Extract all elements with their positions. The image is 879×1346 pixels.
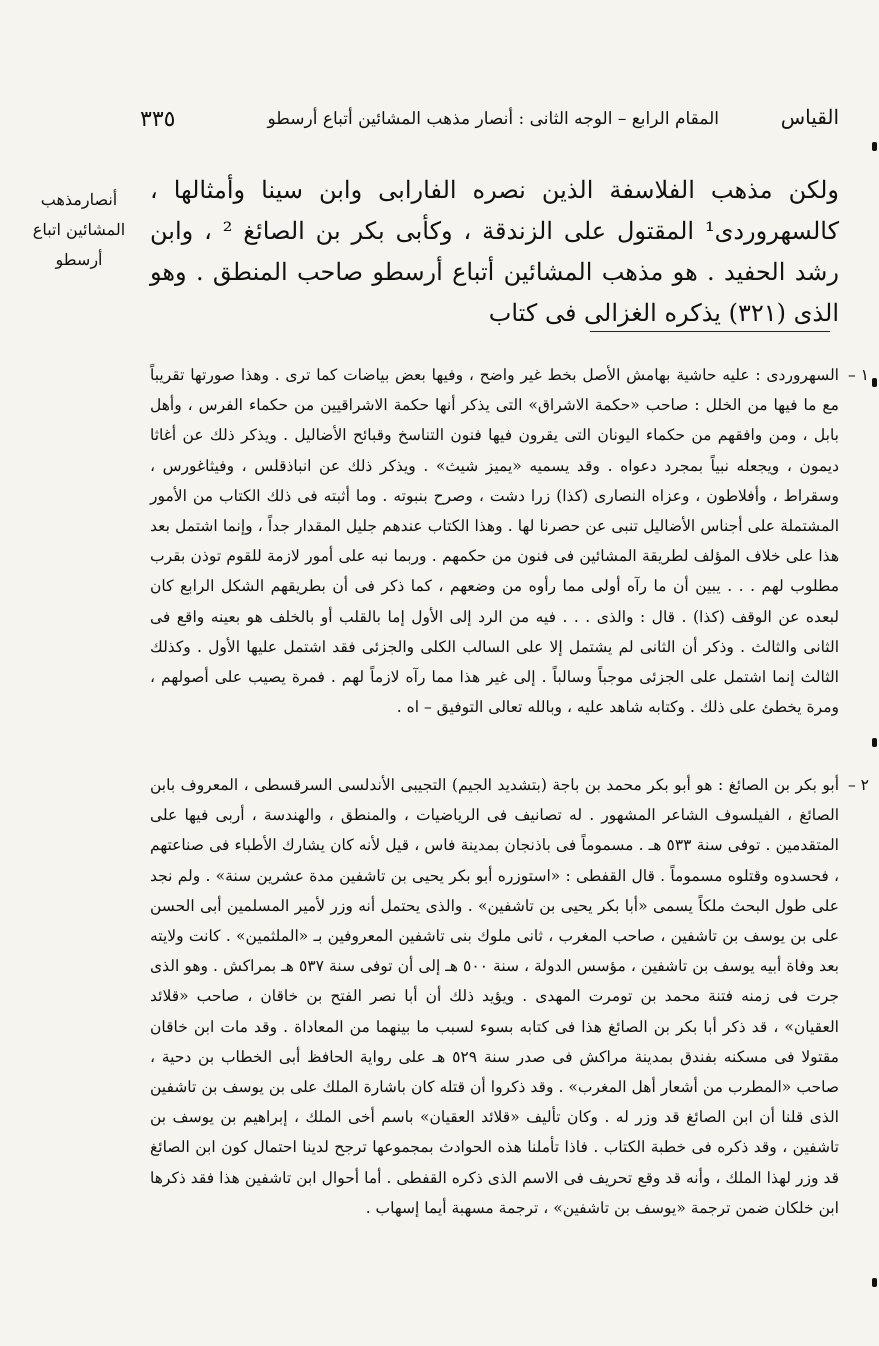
footnote-text: أبو بكر بن الصائغ : هو أبو بكر محمد بن باجة (بتشديد الجيم) التجيبى الأندلسى السرقسطى ، المعروف بابن الصائغ ، الفيلسوف الشاعر المشهور . له تصانيف فى الرياضيات ، والمنطق ، والهندسة ، أربى فيها على المتقدمين . توفى سنة ٥٣٣ هـ . مسموماً فى باذنجان بمدينة فاس ، قيل لأنه كان يشارك الأطباء فى صناعتهم ، فحسدوه وقتلوه مسموماً . قال القفطى : «استوزره أبو بكر يحيى بن تاشفين مدة عشرين سنة» . ولم نجد على طول البحث ملكاً يسمى «أبا بكر يحيى بن تاشفين» . والذى يحتمل أنه وزر لأمير المسلمين أبى الحسن على بن يوسف بن تاشفين ، صاحب المغرب ، ثانى ملوك بنى تاشفين المعروفين بـ «الملثمين» . كانت ولايته بعد وفاة أبيه يوسف بن تاشفين ، مؤسس الدولة ، سنة ٥٠٠ هـ إلى أن توفى سنة ٥٣٧ هـ بمراكش . وهو الذى جرت فى زمنه فتنة محمد بن تومرت المهدى . ويؤيد ذلك أن أبا نصر الفتح بن خاقان ، صاحب «قلائد العقيان» ، قد ذكر أبا بكر بن الصائغ هذا فى كتابه بسوء لسبب ما بينهما من المعاداة . وقد مات ابن خاقان مقتولا فى مسكنه بفندق بمدينة مراكش فى صدر سنة ٥٢٩ هـ على رواية الحافظ أبى الخطاب بن دحية ، صاحب «المطرب من أشعار أهل المغرب» . وقد ذكروا أن قتله كان باشارة الملك على بن يوسف بن تاشفين الذى قلنا أن ابن الصائغ قد وزر له . وكان تأليف «قلائد العقيان» باسم أخى الملك ، إبراهيم بن يوسف بن تاشفين ، وقد ذكره فى خطبة الكتاب . فاذا تأملنا هذه الحوادث بمجموعها ترجح لدينا احتمال كون ابن الصائغ قد وزر لهذا الملك ، وأنه قد وقع تحريف فى الاسم الذى ذكره القفطى . أما أحوال ابن تاشفين هذا فقد ذكرها ابن خلكان ضمن ترجمة «يوسف بن تاشفين» ، ترجمة مسهبة أيما إسهاب .: [150, 776, 840, 1217]
margin-note: أنصارمذهب المشائين اتباع أرسطو: [32, 190, 126, 269]
binding-mark: [872, 1278, 877, 1287]
footnote-number: ١ –: [847, 366, 869, 384]
binding-mark: [872, 378, 877, 387]
running-header: [140, 105, 839, 145]
main-paragraph: ولكن مذهب الفلاسفة الذين نصره الفارابى وابن سينا وأمثالها ، كالسهروردى¹ المقتول على الزندقة ، وكأبى بكر بن الصائغ ² ، وابن رشد الحفيد . هو مذهب المشائين أتباع أرسطو صاحب المنطق . وهو الذى (٣٢١) يذكره الغزالى فى كتاب: [150, 176, 839, 327]
footnote-text: السهروردى : عليه حاشية بهامش الأصل بخط غير واضح ، وفيها بعض بياضات كما ترى . وهذا صورتها تقريباً مع ما فيها من الخلل : صاحب «حكمة الاشراق» التى يذكر أنها حكمة الاشراقيين من حكماء الفرس ، وأهل بابل ، ومن وافقهم من حكماء اليونان التى يقرون فيها فنون التناسخ وقبائح الأضاليل . ويذكر ذلك عن أغاثا ديمون ، ويجعله نبياً بمجرد دعواه . وقد يسميه «يميز شيث» . ويذكر ذلك عن انباذقلس ، وفيثاغورس ، وسقراط ، وأفلاطون ، وعزاه النصارى (كذا) زرا دشت ، وصرح بنبوته . وما أثبته فى ذلك الكتاب من الأمور المشتملة على أجناس الأضاليل تنبى عن حصرنا لها . وهذا الكتاب عندهم جليل المقدار جداً ، وإنما اشتمل بعد هذا على خلاف المؤلف لطريقة المشائين فى فنون من حكمهم . وربما نبه على أمور لازمة للقوم توذن بقرب مطلوب لهم . . . يبين أن ما رآه أولى مما رأوه من وضعهم ، كما ذكر فى أن بطريقهم الشكل الرابع كان لبعده عن الوقف (كذا) . قال : والذى . . . فيه من الرد إلى الأول إما بالقلب أو بالخلف هو بعينه واقع فى الثانى والثالث . وذكر أن الثانى لم يشتمل إلا على السالب الكلى والجزئى فقد اشتمل عليها الأول . وكذلك الثالث إنما اشتمل على الجزئى موجباً وسالباً . إلى غير هذا مما رآه لازماً لهم . فمرة يصيب على أصولهم ، ومرة يخطئ على ذلك . وكتابه شاهد عليه ، وبالله تعالى التوفيق – اه .: [150, 366, 839, 717]
page-number: ٣٣٥: [140, 107, 176, 132]
binding-mark: [872, 738, 877, 747]
footnote-number: ٢ –: [847, 776, 869, 794]
footnote-2: [150, 770, 869, 1223]
binding-mark: [872, 142, 877, 151]
footnote-separator: [590, 331, 830, 332]
header-title: المقام الرابع – الوجه الثانى : أنصار مذهب المشائين أتباع أرسطو: [267, 109, 719, 129]
running-word: القياس: [780, 105, 839, 129]
footnote-1: [150, 360, 869, 722]
